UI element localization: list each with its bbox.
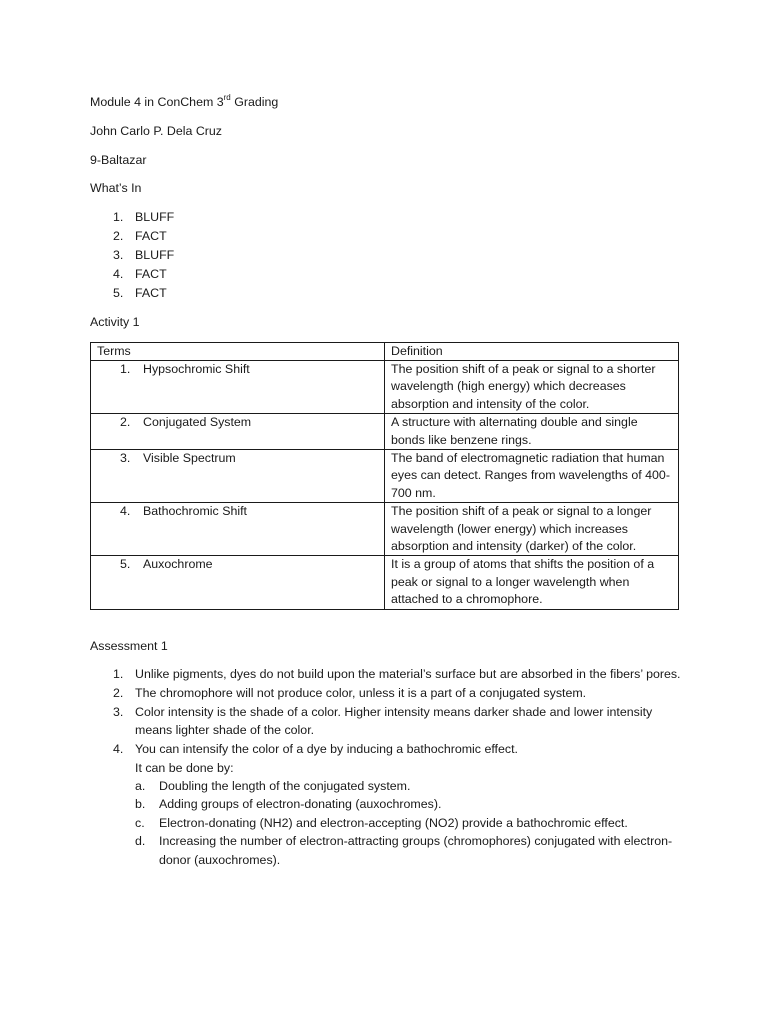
activity-heading: Activity 1 [90,314,140,329]
column-header-terms: Terms [91,342,385,360]
list-text: Unlike pigments, dyes do not build upon the material’s surface but are absorbed in the fibers’ pores. [135,667,681,682]
list-number: 4. [113,742,124,757]
list-number: 1. [113,667,124,682]
list-number: 1. [113,210,124,225]
term-number: 1. [120,361,131,376]
term-cell [91,503,385,556]
definition-cell: The position shift of a peak or signal to a shorter wavelength (high energy) which decreases absorption and intensity of the color. [385,360,679,413]
list-item [113,246,690,265]
term-text: Bathochromic Shift [143,504,247,519]
list-item [113,208,690,227]
term-cell [91,556,385,609]
list-text: BLUFF [135,248,175,262]
list-item [113,284,690,303]
table-row [91,503,679,556]
column-header-definition: Definition [385,342,679,360]
term-text: Auxochrome [143,557,213,572]
module-title [90,93,690,111]
list-text: FACT [135,285,167,300]
list-text: FACT [135,229,167,244]
table-row [91,414,679,450]
list-item [113,684,690,702]
module-title-main: Module 4 in ConChem 3 [90,95,224,109]
term-cell [91,414,385,450]
assessment-heading: Assessment 1 [90,638,168,653]
whats-in-list [90,208,690,303]
term-text: Hypsochromic Shift [143,361,250,376]
table-row [91,556,679,609]
sub-list-letter: c. [135,815,145,830]
table-row [91,449,679,502]
document-page [90,93,690,869]
list-item [113,227,690,246]
sub-list-letter: d. [135,834,146,849]
term-number: 5. [120,557,131,572]
definition-cell: A structure with alternating double and single bonds like benzene rings. [385,414,679,450]
sub-list-text: Doubling the length of the conjugated system. [159,779,411,794]
list-number: 4. [113,266,124,281]
term-number: 2. [120,415,131,430]
list-text: BLUFF [135,210,175,225]
sub-list-item [135,795,690,813]
list-item [113,703,690,740]
list-item [113,665,690,683]
list-number: 3. [113,248,124,262]
module-title-tail: Grading [230,95,279,109]
list-text: You can intensify the color of a dye by inducing a bathochromic effect. [135,742,518,757]
list-number: 2. [113,686,124,701]
module-title-superscript: rd [223,92,231,102]
list-number: 5. [113,285,124,300]
list-text: FACT [135,266,167,281]
table-header-row [91,342,679,360]
sub-list-item [135,814,690,832]
term-number: 3. [120,450,131,465]
term-text: Visible Spectrum [143,450,236,465]
whats-in-heading: What’s In [90,181,142,196]
list-number: 3. [113,705,124,719]
term-text: Conjugated System [143,415,252,430]
assessment-list [90,665,690,869]
list-item [113,740,690,869]
list-text-continuation: It can be done by: [135,760,234,775]
definition-cell: It is a group of atoms that shifts the position of a peak or signal to a longer wavelength when attached to a chromophore. [385,556,679,609]
definition-cell: The position shift of a peak or signal to a longer wavelength (lower energy) which increases absorption and intensity (darker) of the color. [385,503,679,556]
list-item [113,265,690,284]
list-text: The chromophore will not produce color, unless it is a part of a conjugated system. [135,686,587,701]
sub-list-text: Adding groups of electron-donating (auxochromes). [159,797,442,812]
list-text: Color intensity is the shade of a color. Higher intensity means darker shade and lower intensity means lighter shade of the color. [135,705,653,738]
sub-list-text: Electron-donating (NH2) and electron-accepting (NO2) provide a bathochromic effect. [159,815,628,830]
sub-list [135,777,690,869]
definition-cell: The band of electromagnetic radiation that human eyes can detect. Ranges from wavelengths of 400-700 nm. [385,449,679,502]
term-number: 4. [120,504,131,519]
sub-list-item [135,777,690,795]
term-cell [91,360,385,413]
term-cell [91,449,385,502]
sub-list-item [135,832,690,869]
sub-list-text: Increasing the number of electron-attracting groups (chromophores) conjugated with electron-donor (auxochromes). [159,834,673,867]
sub-list-letter: b. [135,797,146,812]
table-row [91,360,679,413]
terms-table [90,342,679,610]
student-name: John Carlo P. Dela Cruz [90,123,223,138]
student-section: 9-Baltazar [90,152,147,167]
sub-list-letter: a. [135,779,146,794]
list-number: 2. [113,229,124,244]
